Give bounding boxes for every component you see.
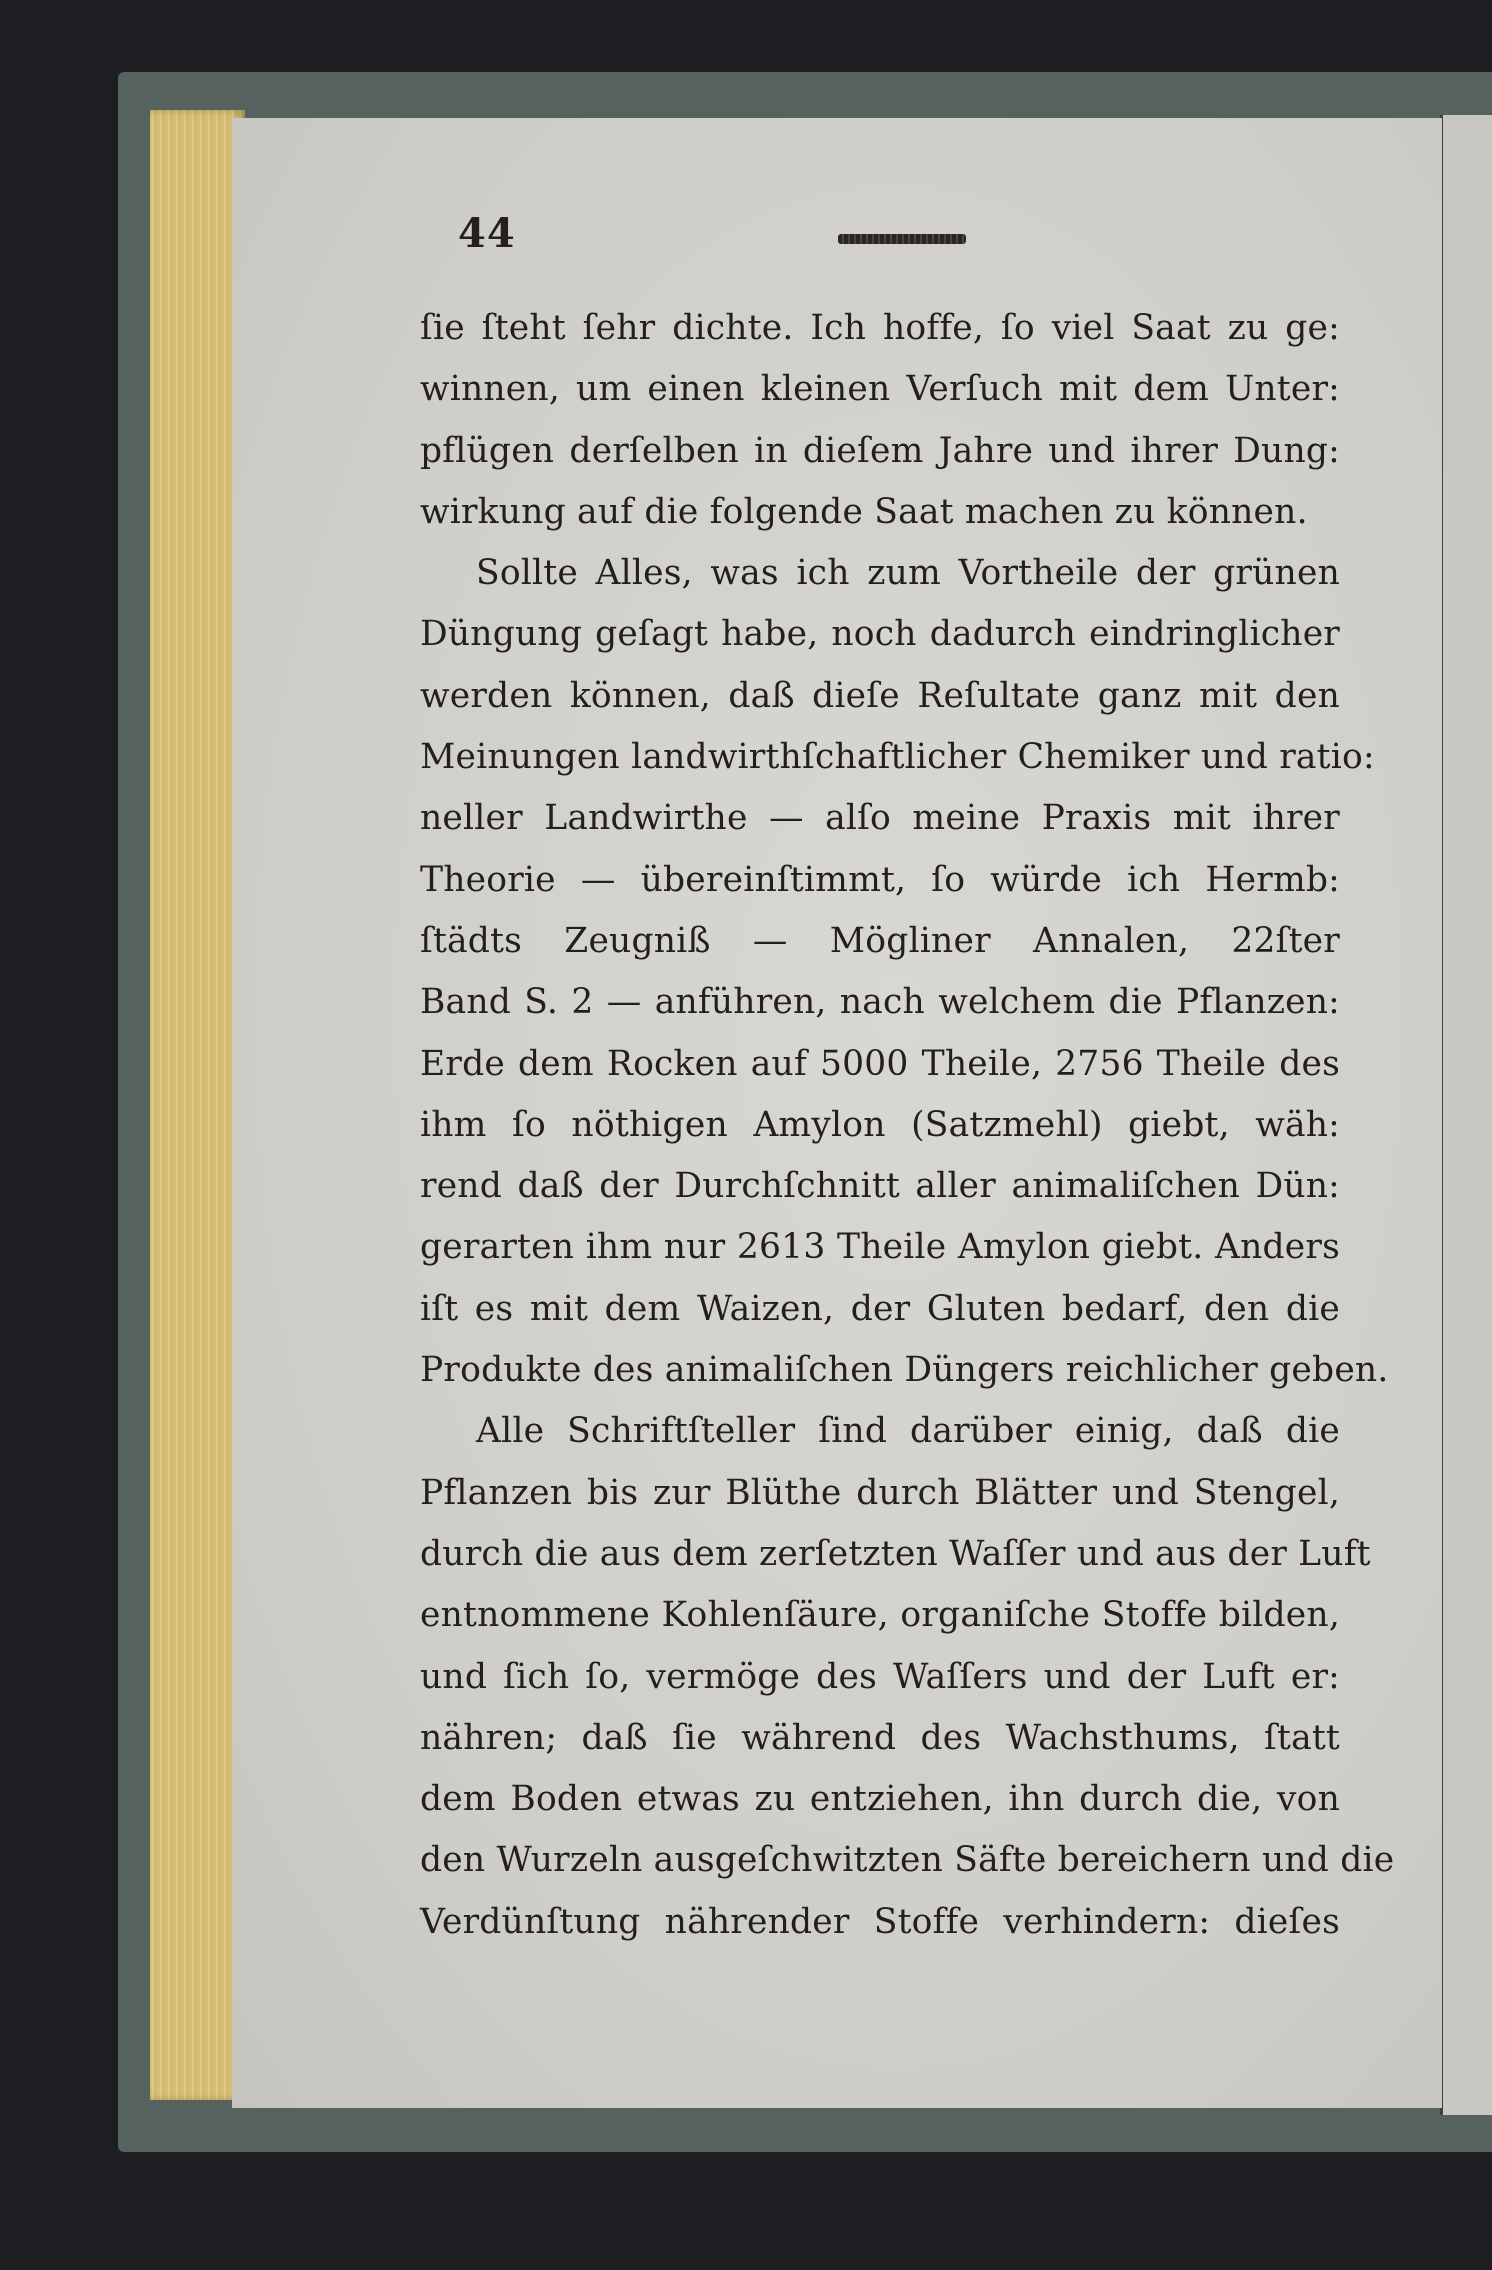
text-line: neller Landwirthe — alſo meine Praxis mit ihrer — [420, 798, 1340, 839]
text-line: Sollte Alles, was ich zum Vortheile der grünen — [476, 553, 1340, 594]
header-ornament — [838, 234, 966, 244]
text-line: ſie ſteht ſehr dichte. Ich hoffe, ſo viel Saat zu ge: — [420, 308, 1340, 348]
text-line: gerarten ihm nur 2613 Theile Amylon giebt. Anders — [420, 1227, 1340, 1268]
text-line: Produkte des animaliſchen Düngers reichlicher geben. — [420, 1350, 1389, 1391]
text-line: winnen, um einen kleinen Verſuch mit dem Unter: — [420, 369, 1340, 410]
body-text — [420, 298, 1395, 1953]
text-line: rend daß der Durchſchnitt aller animaliſchen Dün: — [420, 1166, 1340, 1207]
text-line: Erde dem Rocken auf 5000 Theile, 2756 Theile des — [420, 1043, 1340, 1084]
text-line: Band S. 2 — anführen, nach welchem die Pflanzen: — [420, 982, 1340, 1023]
text-line: Alle Schriftſteller ſind darüber einig, daß die — [476, 1411, 1340, 1452]
text-line: Theorie — übereinſtimmt, ſo würde ich Hermb: — [420, 859, 1340, 900]
text-line: Düngung geſagt habe, noch dadurch eindringlicher — [420, 614, 1340, 655]
text-line: Pflanzen bis zur Blüthe durch Blätter und Stengel, — [420, 1472, 1340, 1513]
text-line: ihm ſo nöthigen Amylon (Satzmehl) giebt, wäh: — [420, 1104, 1340, 1145]
facing-page-edge — [1440, 115, 1492, 2115]
text-line: iſt es mit dem Waizen, der Gluten bedarf, den die — [420, 1288, 1340, 1329]
text-line: Meinungen landwirthſchaftlicher Chemiker und ratio: — [420, 737, 1375, 778]
text-line: Verdünſtung nährender Stoffe verhindern: dieſes — [420, 1901, 1340, 1942]
text-line: den Wurzeln ausgeſchwitzten Säfte bereichern und die — [420, 1840, 1395, 1881]
page-number: 44 — [458, 210, 516, 257]
text-line: entnommene Kohlenſäure, organiſche Stoffe bilden, — [420, 1595, 1340, 1636]
text-line: wirkung auf die folgende Saat machen zu können. — [420, 491, 1308, 532]
page-header — [458, 210, 978, 270]
text-line: dem Boden etwas zu entziehen, ihn durch die, von — [420, 1779, 1340, 1820]
text-line: und ſich ſo, vermöge des Waſſers und der Luft er: — [420, 1656, 1340, 1697]
text-line: pflügen derſelben in dieſem Jahre und ihrer Dung: — [420, 430, 1340, 471]
text-line: werden können, daß dieſe Reſultate ganz mit den — [420, 675, 1340, 716]
text-line: durch die aus dem zerſetzten Waſſer und aus der Luft — [420, 1533, 1371, 1574]
text-line: ſtädts Zeugniß — Mögliner Annalen, 22ſter — [420, 920, 1340, 961]
text-line: nähren; daß ſie während des Wachsthums, ſtatt — [420, 1717, 1340, 1758]
page-edges — [150, 110, 245, 2100]
